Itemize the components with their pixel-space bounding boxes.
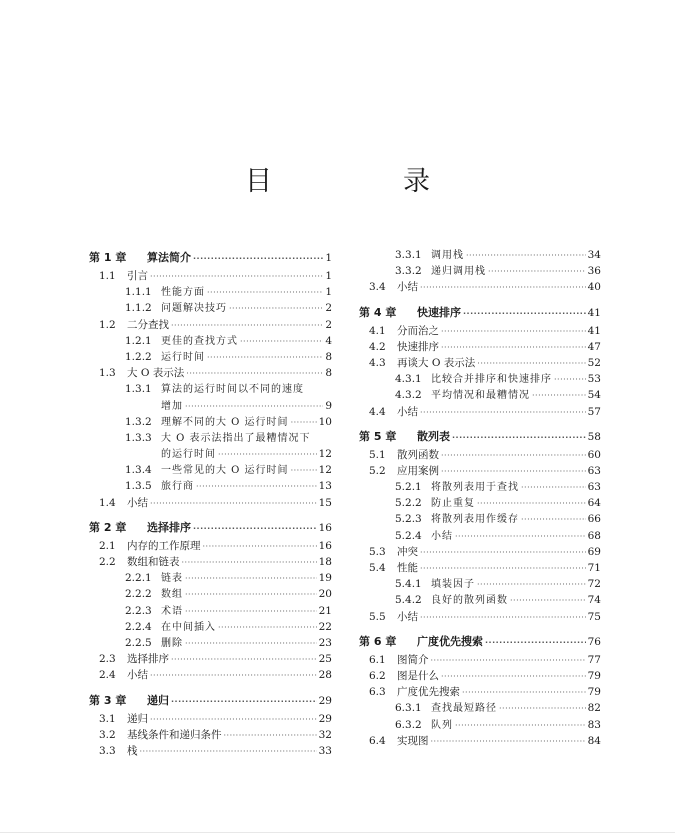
toc-page-number: 71 [587,562,601,574]
toc-dot-leader [477,577,586,593]
toc-entry[interactable] [359,528,601,544]
toc-page-number: 25 [318,653,332,666]
toc-entry-title: 的运行时间 [161,449,216,461]
toc-entry[interactable] [89,430,332,446]
toc-entry[interactable] [89,333,332,349]
toc-entry-title: 更佳的查找方式 [161,335,238,347]
toc-entry[interactable] [89,570,332,586]
toc-entry-number: 1.3.4 [125,464,152,477]
toc-page-number: 58 [587,430,601,443]
toc-entry[interactable] [89,635,332,651]
toc-entry-number: 第 6 章 [359,634,397,648]
toc-dot-leader [171,652,317,668]
toc-entry-number: 第 1 章 [89,251,127,264]
toc-entry-number: 4.3 [369,356,386,369]
toc-entry-number: 3.2 [99,728,116,741]
toc-page-number: 84 [587,734,601,747]
toc-entry-title: 递归调用栈 [431,266,486,278]
toc-entry-number: 6.1 [369,653,386,666]
toc-entry-title: 散列函数 [397,448,439,461]
toc-page-number: 4 [325,334,332,347]
toc-entry-title: 大 O 表示法指出了最糟情况下 [161,432,311,444]
toc-entry-number: 5.4.1 [395,578,422,591]
toc-entry-title: 选择排序 [127,653,169,666]
toc-page-number: 2 [325,318,332,331]
toc-entry-title: 平均情况和最糟情况 [431,390,530,402]
toc-entry-title: 分而治之 [397,324,439,337]
toc-page-number: 8 [325,350,332,363]
toc-entry-number: 4.3.2 [395,389,422,402]
toc-page-number: 40 [587,281,601,294]
toc-column-right [359,247,601,749]
toc-dot-leader [150,496,317,512]
toc-entry-number: 1.3.2 [125,415,152,428]
toc-dot-leader [193,518,317,539]
toc-entry-title: 查找最短路径 [431,703,497,715]
toc-entry-title: 小结 [397,281,418,294]
toc-dot-leader [291,415,317,431]
toc-entry-number: 5.5 [369,610,386,623]
toc-entry-title: 性能方面 [161,287,205,299]
toc-entry[interactable] [89,284,332,300]
toc-entry[interactable] [89,554,332,570]
toc-entry-title: 栈 [127,744,138,757]
toc-dot-leader [171,691,317,712]
toc-dot-leader [203,539,317,555]
toc-entry[interactable] [89,743,332,759]
toc-entry[interactable] [359,609,601,625]
toc-dot-leader [554,372,586,388]
toc-entry-number: 6.3.1 [395,702,422,715]
toc-dot-leader [291,463,317,479]
toc-entry-number: 3.3 [99,744,116,757]
toc-dot-leader [441,448,586,464]
toc-entry[interactable] [359,479,601,495]
toc-entry-title: 广度优先搜索 [397,686,460,699]
toc-entry[interactable] [359,447,601,463]
toc-dot-leader [452,427,586,448]
toc-entry-title: 基线条件和递归条件 [127,728,222,741]
toc-dot-leader [193,248,323,269]
toc-entry-title: 调用栈 [431,250,464,261]
toc-entry-title: 理解不同的大 O 运行时间 [161,416,289,428]
toc-entry[interactable] [359,576,601,592]
toc-entry-title: 引言 [127,270,148,282]
toc-entry[interactable] [359,652,601,668]
toc-entry-number: 1.1.2 [125,302,152,315]
toc-entry-title: 算法简介 [147,251,191,264]
toc-dot-leader [466,248,586,264]
toc-page-number: 16 [318,521,332,534]
toc-entry-number: 2.1 [99,539,116,552]
toc-page-number: 76 [587,635,601,648]
toc-page-number: 33 [318,744,332,757]
toc-dot-leader [510,593,586,609]
toc-entry-number: 1.1.1 [125,286,152,299]
toc-entry-number: 2.3 [99,653,116,666]
toc-entry[interactable] [89,603,332,619]
toc-dot-leader [196,479,317,495]
toc-entry[interactable] [359,404,601,420]
toc-entry-title: 填装因子 [431,579,475,591]
toc-chapter-entry[interactable] [89,517,332,538]
toc-chapter-entry[interactable] [359,302,601,323]
toc-entry-number: 3.1 [99,712,116,725]
page-title: 目 录 [245,166,482,197]
toc-entry-number: 2.2 [99,556,116,568]
toc-dot-leader [441,340,586,356]
toc-entry-number: 5.2.2 [395,497,422,510]
toc-page-number: 52 [587,356,601,369]
toc-entry-title: 小结 [431,530,453,542]
toc-entry-number: 1.3 [99,367,116,380]
toc-entry[interactable] [89,268,332,284]
toc-entry-number: 5.4.2 [395,594,422,607]
toc-entry-title: 运行时间 [161,351,205,363]
toc-entry-title: 在中间插入 [161,621,216,633]
toc-page-number: 36 [587,265,601,278]
toc-dot-leader [532,388,586,404]
toc-entry-title: 问题解决技巧 [161,303,227,315]
toc-entry-number: 5.1 [369,448,386,461]
toc-dot-leader [150,269,323,285]
toc-dot-leader [182,555,317,571]
toc-dot-leader [420,561,586,577]
toc-page-number: 66 [587,513,601,526]
toc-entry-number: 3.4 [369,281,386,294]
toc-dot-leader [420,545,586,561]
toc-page-number: 63 [587,481,601,494]
toc-entry-title: 递归 [127,712,148,725]
toc-page-number: 9 [325,399,332,412]
toc-entry-title: 广度优先搜索 [417,634,483,648]
toc-dot-leader [218,620,317,636]
toc-entry-title: 散列表 [417,429,450,443]
toc-page-number: 41 [587,306,601,319]
toc-dot-leader [186,366,323,382]
toc-dot-leader [455,529,586,545]
toc-entry-number: 2.2.2 [125,588,152,601]
toc-dot-leader [431,653,586,669]
toc-chapter-entry[interactable] [359,426,601,447]
toc-page-number: 63 [587,464,601,477]
toc-entry-number: 4.3.1 [395,373,422,386]
toc-dot-leader [499,701,586,717]
toc-page-number: 1 [325,270,332,282]
toc-entry-title: 再谈大 O 表示法 [397,356,476,369]
toc-entry[interactable] [89,365,332,381]
toc-entry-number: 1.1 [99,270,116,282]
toc-entry[interactable] [89,446,332,462]
toc-dot-leader [431,734,586,750]
toc-dot-leader [521,480,586,496]
toc-entry-number: 5.4 [369,562,386,574]
toc-entry-number: 1.3.5 [125,480,152,493]
toc-entry-title: 小结 [397,610,418,623]
toc-entry[interactable] [359,495,601,511]
toc-entry-number: 1.3.3 [125,431,152,444]
toc-entry[interactable] [89,414,332,430]
toc-entry-number: 5.2 [369,464,386,477]
toc-entry[interactable] [89,349,332,365]
toc-dot-leader [420,610,586,626]
toc-page-number: 12 [318,464,332,477]
toc-entry[interactable] [89,398,332,414]
toc-entry[interactable] [359,700,601,716]
toc-chapter-entry[interactable] [89,247,332,268]
toc-entry[interactable] [89,478,332,494]
toc-page-number: 83 [587,718,601,731]
toc-entry-number: 4.1 [369,324,386,337]
toc-page-number: 1 [325,252,332,264]
toc-entry[interactable] [359,560,601,576]
toc-entry[interactable] [89,381,332,397]
toc-entry[interactable] [89,619,332,635]
toc-dot-leader [521,512,586,528]
toc-entry-number: 2.4 [99,669,116,682]
toc-entry[interactable] [359,592,601,608]
toc-entry[interactable] [89,727,332,743]
toc-entry-title: 数组 [161,589,183,601]
toc-entry[interactable] [89,462,332,478]
toc-entry-number: 2.2.5 [125,636,152,649]
toc-entry-title: 内存的工作原理 [127,539,201,552]
toc-entry[interactable] [89,711,332,727]
toc-entry-number: 1.2.2 [125,350,152,363]
toc-entry-number: 6.2 [369,669,386,682]
toc-dot-leader [485,632,586,653]
toc-dot-leader [224,728,317,744]
toc-dot-leader [150,712,317,728]
toc-entry[interactable] [359,355,601,371]
toc-entry-title: 大 O 表示法 [127,367,185,380]
toc-dot-leader [477,496,586,512]
toc-column-left [89,247,332,759]
toc-entry[interactable] [359,247,601,263]
toc-entry-title: 防止重复 [431,498,475,510]
toc-entry-title: 递归 [147,693,169,707]
toc-page-number: 64 [587,497,601,510]
toc-page-number: 54 [587,389,601,402]
toc-entry[interactable] [359,668,601,684]
toc-entry-title: 旅行商 [161,481,194,493]
toc-dot-leader [441,324,586,340]
toc-page-number: 74 [587,594,601,607]
toc-page-number: 29 [318,694,332,707]
toc-dot-leader [185,399,323,415]
toc-entry-title: 删除 [161,637,183,649]
toc-entry-number: 3.3.2 [395,265,422,278]
toc-page-number: 12 [318,448,332,461]
toc-page-number: 23 [318,636,332,649]
toc-page-number: 16 [318,539,332,552]
toc-entry-title: 术语 [161,605,183,617]
toc-page-number: 10 [318,415,332,428]
toc-entry-title: 小结 [127,669,148,682]
toc-entry-title: 应用案例 [397,464,439,477]
toc-entry[interactable] [89,667,332,683]
toc-entry[interactable] [359,544,601,560]
toc-dot-leader [185,587,317,603]
toc-dot-leader [229,301,323,317]
toc-dot-leader [207,350,323,366]
toc-entry[interactable] [89,317,332,333]
toc-dot-leader [207,285,323,301]
toc-dot-leader [240,334,323,350]
toc-page-number: 82 [587,702,601,715]
toc-page-number: 28 [318,669,332,682]
toc-page-number: 60 [587,448,601,461]
toc-entry-number: 4.2 [369,340,386,353]
toc-entry-number: 5.2.3 [395,513,422,526]
toc-entry[interactable] [359,463,601,479]
toc-dot-leader [185,571,317,587]
toc-entry-title: 快速排序 [397,340,439,353]
toc-entry-title: 选择排序 [147,520,191,534]
toc-page-number: 2 [325,302,332,315]
toc-page-number: 34 [587,249,601,261]
toc-entry-title: 链表 [161,573,183,585]
toc-entry-title: 算法的运行时间以不同的速度 [161,384,304,396]
toc-entry-title: 小结 [127,496,148,509]
toc-entry-number: 1.3.1 [125,383,152,396]
toc-page-number: 57 [587,405,601,418]
toc-page-number: 29 [318,712,332,725]
toc-page-number: 15 [318,496,332,509]
toc-entry[interactable] [359,371,601,387]
toc-entry-title: 快速排序 [417,305,461,319]
toc-chapter-entry[interactable] [359,631,601,652]
toc-dot-leader [463,303,586,324]
toc-entry-title: 实现图 [397,734,429,747]
toc-entry-number: 6.4 [369,734,386,747]
toc-dot-leader [462,685,586,701]
toc-page-number: 22 [318,620,332,633]
toc-page-number: 32 [318,728,332,741]
toc-page-number: 21 [318,604,332,617]
toc-dot-leader [185,604,317,620]
toc-dot-leader [171,318,323,334]
toc-entry-number: 第 4 章 [359,305,397,319]
toc-entry-number: 3.3.1 [395,249,422,261]
toc-dot-leader [477,356,585,372]
toc-entry-number: 6.3.2 [395,718,422,731]
toc-entry-title: 良好的散列函数 [431,595,508,607]
toc-entry-title: 将散列表用作缓存 [431,514,519,526]
toc-dot-leader [441,669,586,685]
toc-page-number: 41 [587,324,601,337]
toc-entry-title: 二分查找 [127,318,169,331]
toc-entry[interactable] [359,387,601,403]
toc-chapter-entry[interactable] [89,690,332,711]
toc-entry-title: 一些常见的大 O 运行时间 [161,465,289,477]
toc-entry-number: 5.2.4 [395,529,422,542]
toc-page-number: 19 [318,572,332,585]
toc-entry-title: 增加 [161,400,183,412]
toc-entry-title: 比较合并排序和快速排序 [431,374,552,386]
toc-entry-title: 图是什么 [397,669,439,682]
toc-entry-number: 2.2.3 [125,604,152,617]
toc-entry[interactable] [89,495,332,511]
toc-page-number: 1 [325,286,332,299]
toc-entry-number: 1.2.1 [125,334,152,347]
toc-page-number: 79 [587,686,601,699]
toc-page-number: 20 [318,588,332,601]
toc-page-number: 13 [318,480,332,493]
toc-entry[interactable] [89,651,332,667]
toc-page-number: 72 [587,578,601,591]
toc-entry-number: 2.2.4 [125,620,152,633]
toc-dot-leader [455,718,586,734]
toc-entry-number: 第 3 章 [89,693,127,707]
toc-page-number: 47 [587,340,601,353]
toc-page-number: 69 [587,545,601,558]
toc-entry[interactable] [359,733,601,749]
toc-page-number: 75 [587,610,601,623]
toc-entry[interactable] [359,684,601,700]
toc-page-number: 77 [587,653,601,666]
toc-dot-leader [441,464,586,480]
toc-page-number: 79 [587,669,601,682]
toc-entry-title: 队列 [431,719,453,731]
toc-entry[interactable] [359,279,601,295]
toc-dot-leader [185,636,317,652]
toc-entry-number: 第 2 章 [89,520,127,534]
toc-entry-number: 6.3 [369,686,386,699]
toc-page-number: 68 [587,529,601,542]
toc-entry[interactable] [89,538,332,554]
toc-entry-number: 1.4 [99,496,116,509]
page-edge-divider [0,832,675,833]
toc-entry-title: 冲突 [397,545,418,558]
toc-entry-number: 5.2.1 [395,481,422,494]
toc-dot-leader [218,447,317,463]
toc-entry-title: 图简介 [397,653,429,666]
toc-entry-title: 将散列表用于查找 [431,482,519,494]
toc-dot-leader [150,668,317,684]
toc-dot-leader [140,744,317,760]
toc-dot-leader [488,264,586,280]
toc-entry[interactable] [359,717,601,733]
toc-entry-number: 1.2 [99,318,116,331]
toc-dot-leader [420,405,586,421]
toc-entry-number: 4.4 [369,405,386,418]
toc-entry-number: 5.3 [369,545,386,558]
toc-entry-number: 第 5 章 [359,429,397,443]
toc-entry[interactable] [359,511,601,527]
toc-dot-leader [420,280,586,296]
toc-entry-number: 2.2.1 [125,572,152,585]
toc-entry-title: 小结 [397,405,418,418]
toc-entry[interactable] [359,323,601,339]
toc-entry[interactable] [359,339,601,355]
toc-page-number: 18 [318,556,332,568]
toc-page-number: 8 [325,367,332,380]
toc-entry[interactable] [89,300,332,316]
toc-entry-title: 数组和链表 [127,556,180,568]
toc-entry-title: 性能 [397,562,418,574]
toc-entry[interactable] [359,263,601,279]
toc-entry[interactable] [89,586,332,602]
toc-page-number: 53 [587,373,601,386]
